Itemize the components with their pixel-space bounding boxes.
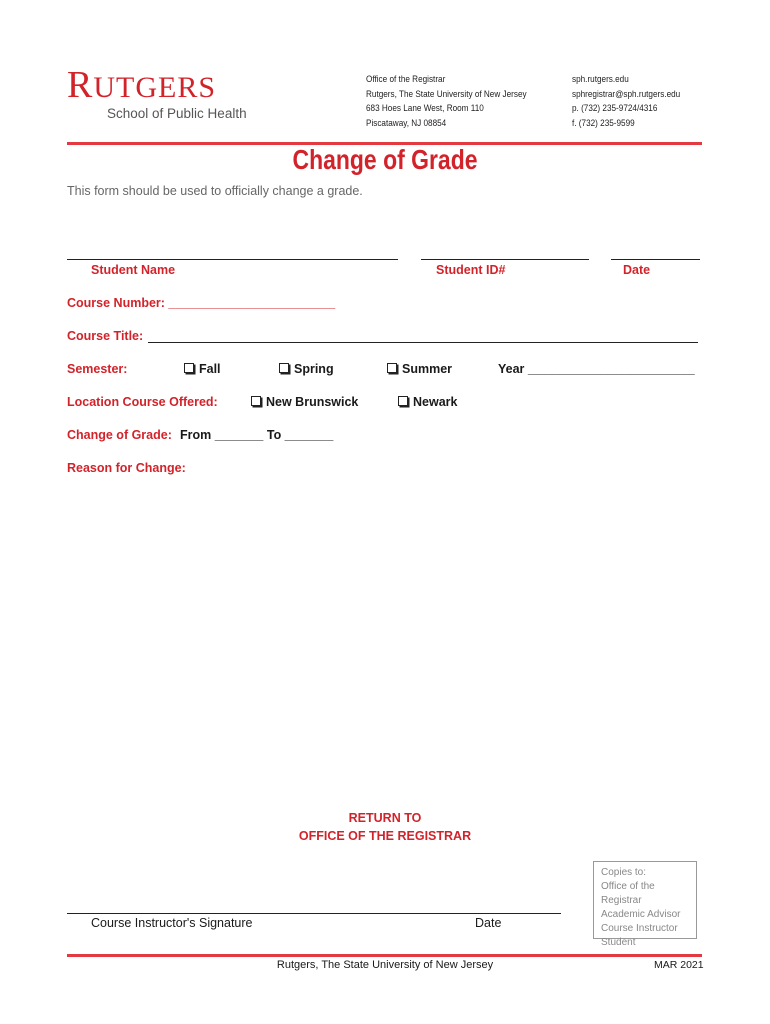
intro-text: This form should be used to officially change a grade. bbox=[67, 184, 363, 198]
signature-line[interactable] bbox=[67, 913, 561, 914]
from-to-field[interactable]: From _______ To _______ bbox=[180, 428, 334, 442]
checkbox-icon bbox=[251, 396, 261, 406]
page-title: Change of Grade bbox=[292, 144, 478, 175]
date-line[interactable] bbox=[611, 259, 700, 260]
student-name-line[interactable] bbox=[67, 259, 398, 260]
fall-checkbox[interactable]: Fall bbox=[184, 362, 221, 376]
year-field[interactable]: Year ________________________ bbox=[498, 362, 695, 376]
registrar-contact: sph.rutgers.edu sphregistrar@sph.rutgers.edu p. (732) 235-9724/4316 f. (732) 235-9599 bbox=[572, 74, 681, 129]
registrar-address: Office of the Registrar Rutgers, The State University of New Jersey 683 Hoes Lane West, Room 110 Piscataway, NJ 08854 bbox=[366, 74, 527, 129]
reason-label: Reason for Change: bbox=[67, 461, 186, 475]
copies-box: Copies to: Office of the Registrar Academic Advisor Course Instructor Student bbox=[593, 861, 697, 939]
newark-checkbox[interactable]: Newark bbox=[398, 395, 457, 409]
checkbox-icon bbox=[184, 363, 194, 373]
course-title-label: Course Title: bbox=[67, 329, 144, 343]
location-label: Location Course Offered: bbox=[67, 395, 218, 409]
student-id-line[interactable] bbox=[421, 259, 589, 260]
footer-date: MAR 2021 bbox=[654, 959, 704, 971]
semester-label: Semester: bbox=[67, 362, 128, 376]
signature-label: Course Instructor's Signature bbox=[91, 916, 253, 930]
logo-subtitle: School of Public Health bbox=[107, 106, 247, 121]
signature-date-label: Date bbox=[475, 916, 502, 930]
return-to-line: RETURN TO bbox=[348, 811, 422, 825]
change-of-grade-label: Change of Grade: bbox=[67, 428, 172, 442]
checkbox-icon bbox=[279, 363, 289, 373]
checkbox-icon bbox=[398, 396, 408, 406]
reason-area[interactable] bbox=[67, 480, 702, 800]
course-number-field[interactable]: Course Number: ________________________ bbox=[67, 296, 336, 310]
return-office-line: OFFICE OF THE REGISTRAR bbox=[298, 829, 472, 843]
checkbox-icon bbox=[387, 363, 397, 373]
new-brunswick-checkbox[interactable]: New Brunswick bbox=[251, 395, 358, 409]
footer-divider bbox=[67, 954, 702, 957]
student-name-label: Student Name bbox=[91, 263, 176, 277]
student-id-label: Student ID# bbox=[436, 263, 506, 277]
course-title-line[interactable] bbox=[148, 342, 698, 343]
date-label: Date bbox=[623, 263, 651, 277]
footer-university: Rutgers, The State University of New Jersey bbox=[276, 959, 494, 971]
summer-checkbox[interactable]: Summer bbox=[387, 362, 452, 376]
rutgers-logo: RUTGERS bbox=[67, 64, 217, 106]
spring-checkbox[interactable]: Spring bbox=[279, 362, 334, 376]
